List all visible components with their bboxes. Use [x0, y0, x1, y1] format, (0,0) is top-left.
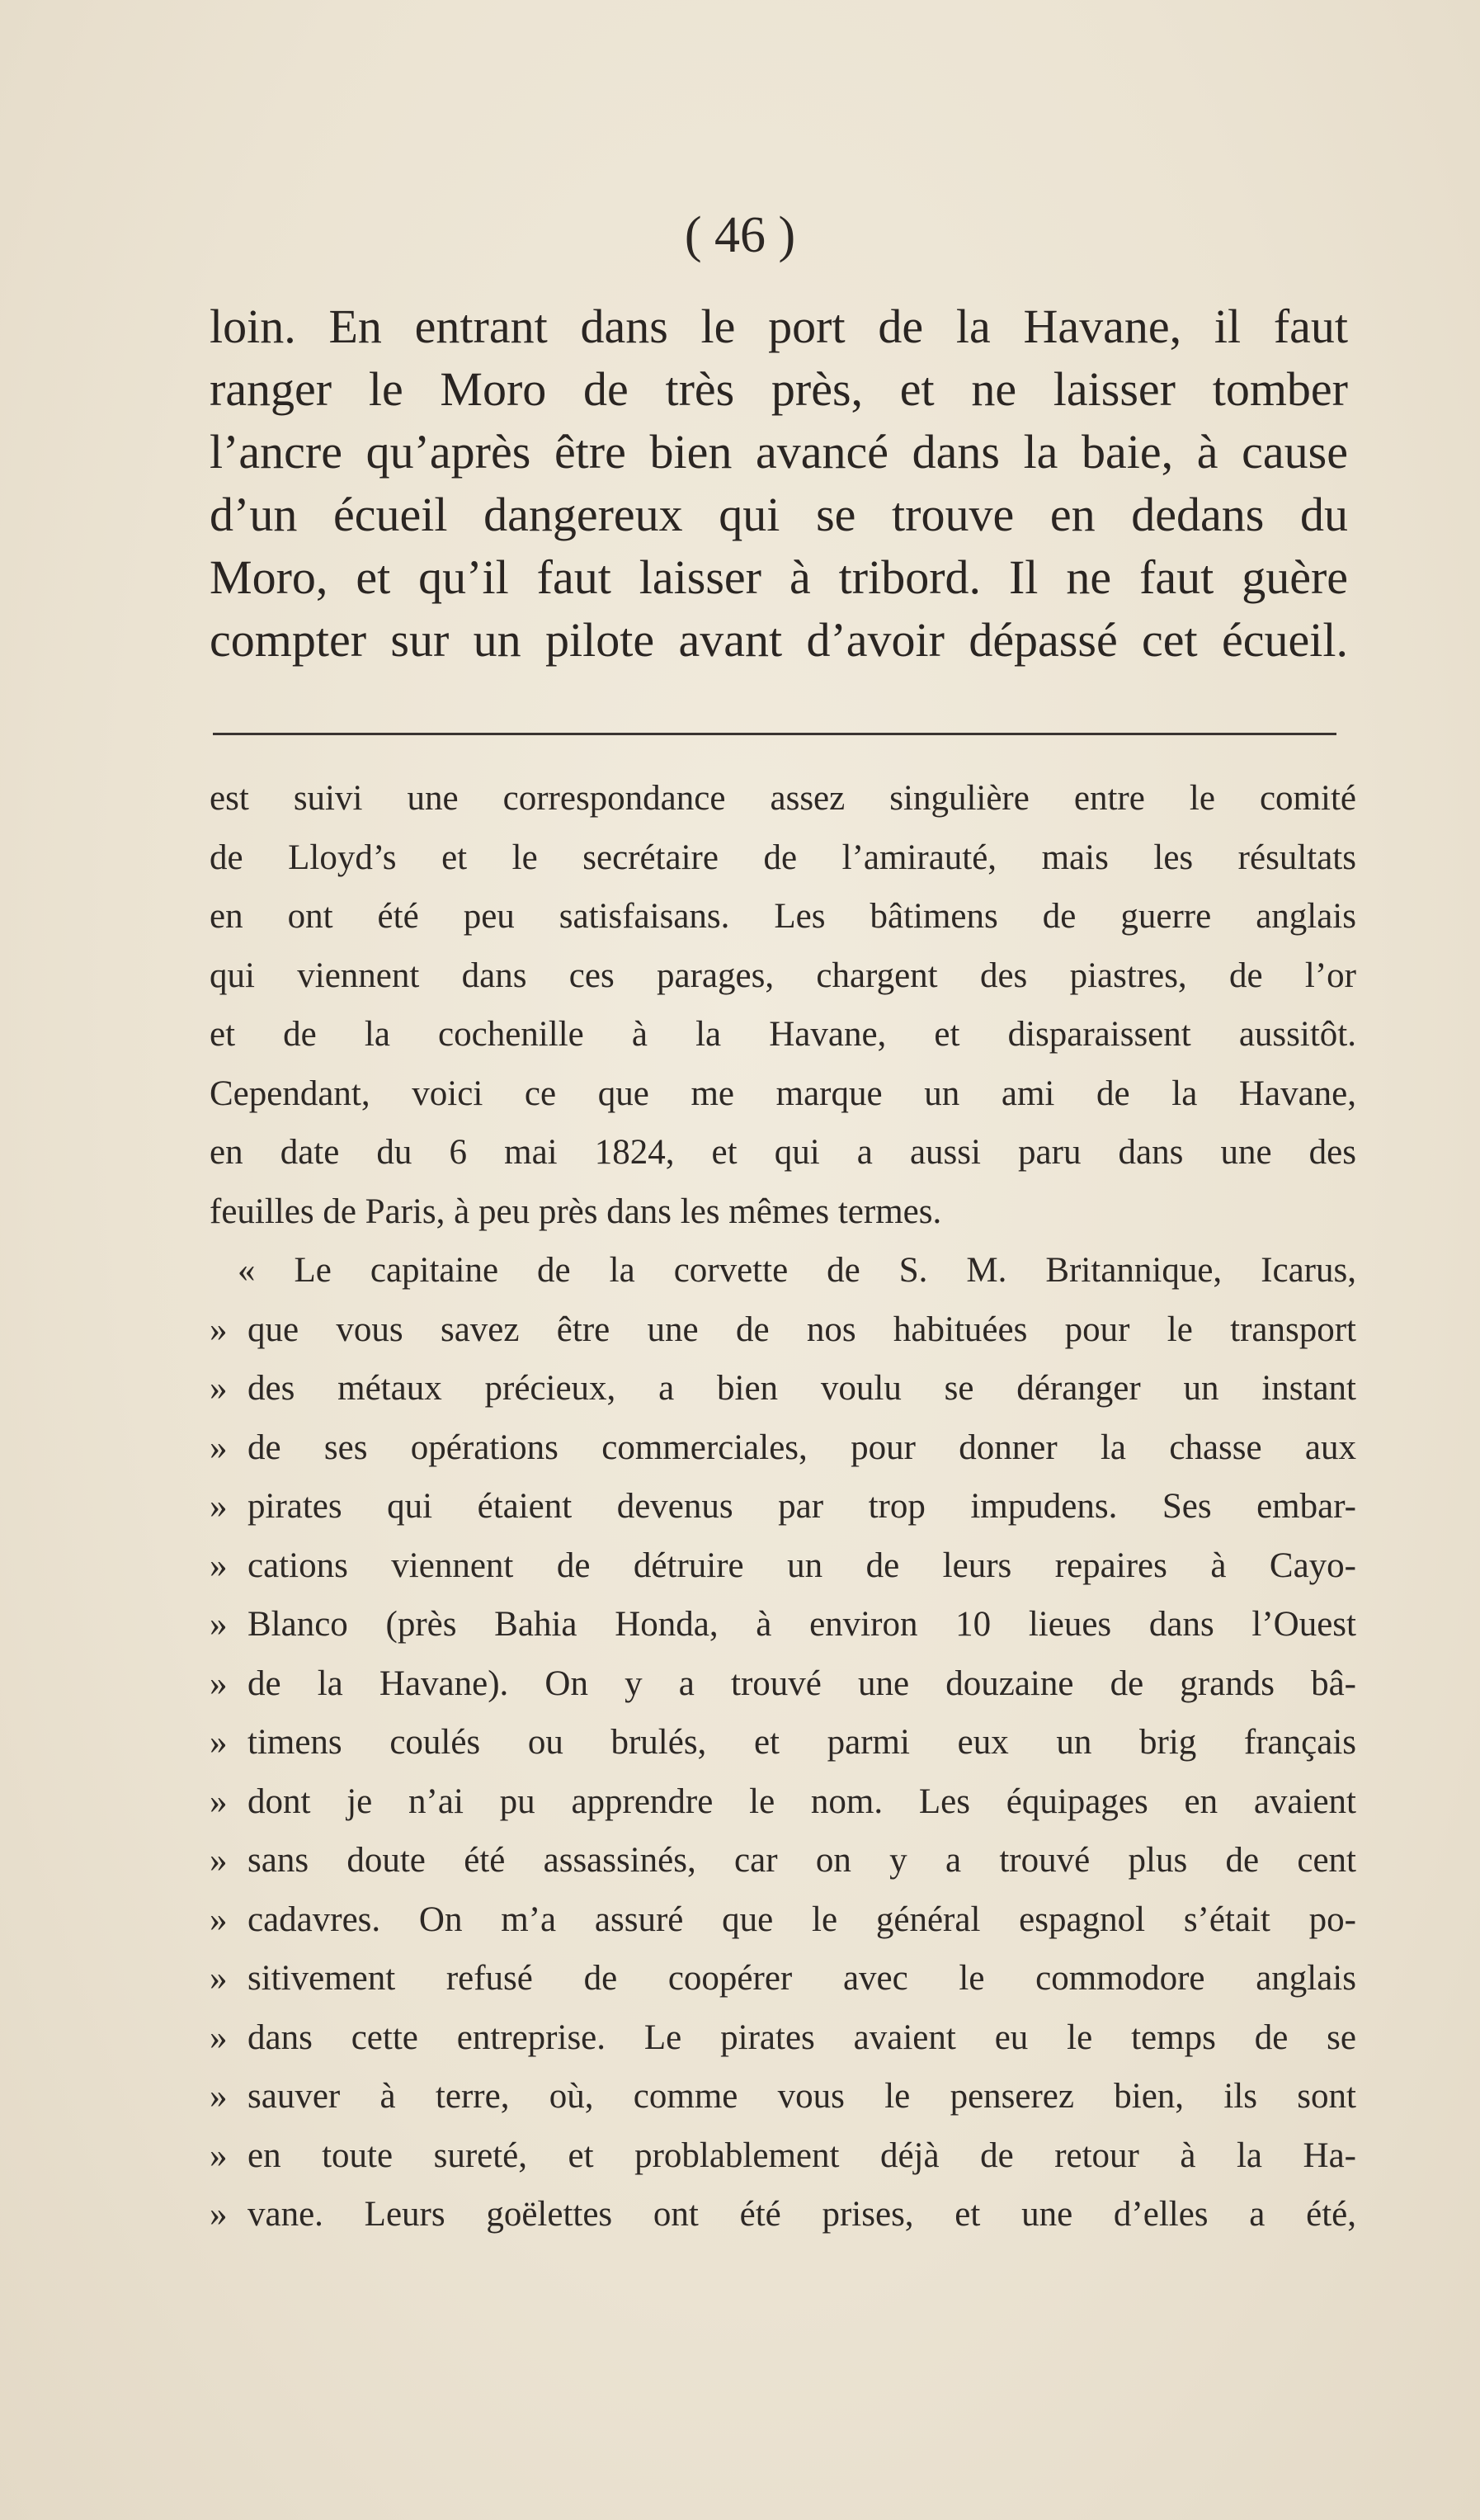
quote-mark: »: [210, 1428, 228, 1467]
quote-line: [210, 2126, 1356, 2186]
quote-line-text: dont je n’ai pu apprendre le nom. Les équipages en avaient: [247, 1781, 1356, 1821]
quote-line-text: cadavres. On m’a assuré que le général espagnol s’était po-: [247, 1899, 1356, 1939]
quote-mark: »: [210, 2195, 228, 2234]
quote-line-text: de ses opérations commerciales, pour donner la chasse aux: [247, 1428, 1356, 1467]
quote-line: [210, 1772, 1356, 1832]
quote-line: [210, 1536, 1356, 1596]
quote-line: [210, 2008, 1356, 2068]
quote-line: [210, 1477, 1356, 1536]
quote-mark: »: [210, 1723, 228, 1762]
quote-mark: »: [210, 2017, 228, 2057]
quote-line-text: pirates qui étaient devenus par trop impudens. Ses embar-: [247, 1487, 1356, 1526]
quote-line-text: de la Havane). On y a trouvé une douzaine de grands bâ-: [247, 1663, 1356, 1703]
main-text-line: loin. En entrant dans le port de la Havane, il faut: [210, 300, 1348, 353]
quote-mark: »: [210, 2135, 228, 2175]
quote-line-text: cations viennent de détruire un de leurs repaires à Cayo-: [247, 1546, 1356, 1585]
quote-line: [210, 1418, 1356, 1478]
footnote-line: en date du 6 mai 1824, et qui a aussi paru dans une des: [210, 1133, 1356, 1172]
footnote-separator-rule: [213, 733, 1336, 735]
quote-mark: »: [210, 1899, 228, 1939]
quote-line-text: sitivement refusé de coopérer avec le commodore anglais: [247, 1959, 1356, 1998]
quote-line: [210, 2067, 1356, 2126]
quote-mark: »: [210, 1841, 228, 1880]
footnote-line: feuilles de Paris, à peu près dans les mêmes termes.: [210, 1192, 942, 1231]
quote-line-text: timens coulés ou brulés, et parmi eux un brig français: [247, 1723, 1356, 1762]
footnote-line: qui viennent dans ces parages, chargent des piastres, de l’or: [210, 956, 1356, 995]
quote-line-text: Blanco (près Bahia Honda, à environ 10 lieues dans l’Ouest: [247, 1605, 1356, 1644]
main-text-line: d’un écueil dangereux qui se trouve en dedans du: [210, 488, 1348, 541]
quote-mark: »: [210, 1781, 228, 1821]
quote-mark: »: [210, 1310, 228, 1349]
quote-line: [210, 1595, 1356, 1654]
quote-line-text: que vous savez être une de nos habituées pour le transport: [247, 1310, 1356, 1349]
quote-line-text: dans cette entreprise. Le pirates avaient eu le temps de se: [247, 2017, 1356, 2057]
main-text-line: l’ancre qu’après être bien avancé dans la baie, à cause: [210, 425, 1348, 479]
footnote-line: est suivi une correspondance assez singulière entre le comité: [210, 779, 1356, 818]
quote-line-text: des métaux précieux, a bien voulu se déranger un instant: [247, 1369, 1356, 1408]
quote-mark: »: [210, 2077, 228, 2116]
quote-line-text: sauver à terre, où, comme vous le penserez bien, ils sont: [247, 2077, 1356, 2116]
quote-line: [210, 1831, 1356, 1890]
quote-line: [210, 1949, 1356, 2008]
main-text-block: [210, 295, 1348, 672]
quote-line-text: vane. Leurs goëlettes ont été prises, et une d’elles a été,: [247, 2195, 1356, 2234]
quote-line: [210, 1359, 1356, 1418]
quote-line: [210, 2185, 1356, 2244]
footnote-line: de Lloyd’s et le secrétaire de l’amirauté, mais les résultats: [210, 838, 1356, 877]
quote-mark: »: [210, 1605, 228, 1644]
quote-mark: »: [210, 1369, 228, 1408]
main-text-line: ranger le Moro de très près, et ne laisser tomber: [210, 362, 1348, 416]
quote-mark: »: [210, 1487, 228, 1526]
footnote-line: et de la cochenille à la Havane, et disparaissent aussitôt.: [210, 1015, 1356, 1054]
quote-line: [210, 1300, 1356, 1360]
quote-line: [210, 1654, 1356, 1714]
quote-mark: »: [210, 1546, 228, 1585]
quote-mark: »: [210, 1959, 228, 1998]
quote-line: [210, 1713, 1356, 1772]
quote-line-text: sans doute été assassinés, car on y a trouvé plus de cent: [247, 1841, 1356, 1880]
quote-mark: »: [210, 1663, 228, 1703]
footnote-block: [210, 769, 1356, 2244]
quote-line-text: en toute sureté, et problablement déjà de retour à la Ha-: [247, 2135, 1356, 2175]
footnote-line: en ont été peu satisfaisans. Les bâtimens de guerre anglais: [210, 897, 1356, 936]
main-text-line: Moro, et qu’il faut laisser à tribord. Il ne faut guère: [210, 550, 1348, 604]
quote-opening-line: « Le capitaine de la corvette de S. M. Britannique, Icarus,: [238, 1251, 1356, 1290]
page-number: ( 46 ): [684, 207, 796, 263]
footnote-line: Cependant, voici ce que me marque un ami de la Havane,: [210, 1074, 1356, 1113]
quote-line: [210, 1890, 1356, 1950]
main-text-line: compter sur un pilote avant d’avoir dépassé cet écueil.: [210, 613, 1348, 667]
